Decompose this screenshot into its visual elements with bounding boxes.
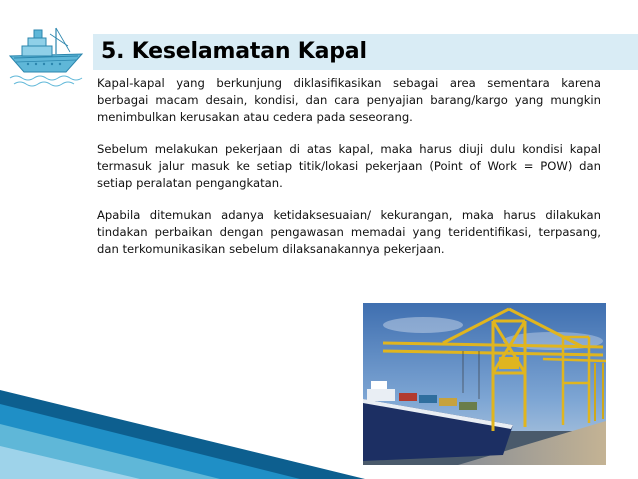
paragraph-2: Sebelum melakukan pekerjaan di atas kapal, maka harus diuji dulu kondisi kapal termasuk jalur masuk ke setiap titik/lokasi pekerjaan (Point of Work = POW) dan setiap peralatan pengangkatan.: [97, 142, 601, 190]
container-ship-crane-photo: [363, 303, 606, 465]
slide-title: 5. Keselamatan Kapal: [101, 39, 367, 64]
paragraph-1: Kapal-kapal yang berkunjung diklasifikasikan sebagai area sementara karena berbagai macam desain, kondisi, dan cara penyajian barang/kargo yang mungkin menimbulkan kerusakan atau cedera pada seseorang.: [97, 76, 601, 124]
slide-body: [97, 75, 601, 273]
paragraph-3: Apabila ditemukan adanya ketidaksesuaian/ kekurangan, maka harus dilakukan tindakan perbaikan dengan pengawasan memadai yang teridentifikasi, terpasang, dan terkomunikasikan sebelum dilaksanakannya pekerjaan.: [97, 208, 601, 256]
decorative-corner-swoosh: [0, 390, 365, 479]
ship-logo-icon: [6, 14, 86, 100]
